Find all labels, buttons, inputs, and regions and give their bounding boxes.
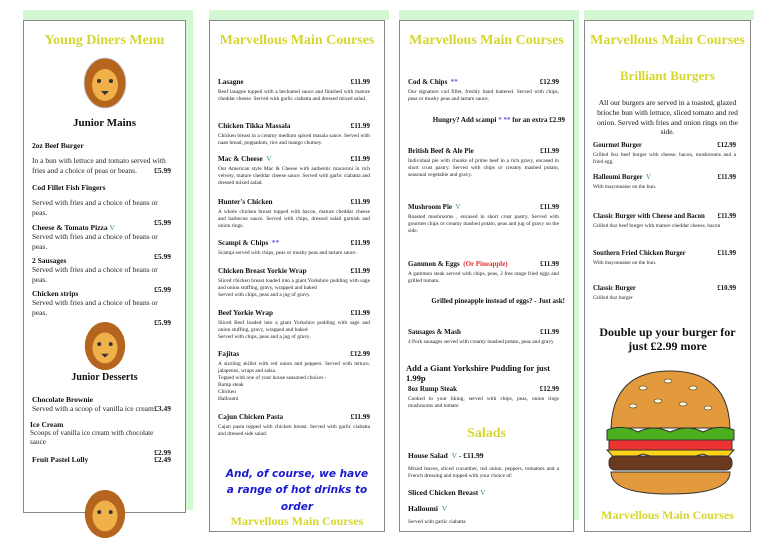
junior-desserts-heading: Junior Desserts [71, 372, 138, 383]
item-name: Gammon & Eggs (Or Pineapple) [408, 260, 508, 268]
menu-item [218, 78, 370, 103]
yorkshire-note: Add a Giant Yorkshire Pudding for just 1.99p [406, 363, 550, 383]
item-name: Fajitas [218, 350, 240, 358]
item-price: £11.99 [717, 174, 736, 181]
menu-item [218, 198, 370, 230]
panel-bg [584, 10, 754, 20]
item-name: Gourmet Burger [593, 142, 642, 149]
item-name: Sausages & Mash [408, 328, 461, 336]
burgers-panel [584, 20, 751, 532]
main-courses-panel-2: Marvellous Main Courses Cod & Chips ** £12.99 Our signature cod fillet, freshly hand battered. Served with chips, peas or mushy peas and tartare sauce. British Beef & Ale Pie £11.99 Individual pie with chunks of prime beef in a rich gravy, encased in short crust pastry. Served with chips or creamy mashed potato, seasonal vegetable and gravy. Mushroom Pie V £11.99 Roasted mushrooms , encased in short crust pastry. Served with gourmet chips or creamy mashed potato, peas and jug of gravy on the side. Gammon & Eggs (Or Pineapple) £11.99 A gammon steak served with chips, peas, 2 free range fried eggs and grilled tomato. Sausages & Mash £11.99 4 Pork sausages served with creamy mashed potato, peas and gravy 8oz Rump Steak £12.99 Cooked to your liking, served with chips, peas, onion rings mushrooms and tomato Hungry? Add scampi * ** for an extra £2.99 Grilled pineapple instead of eggs? - Just ask! Add a Giant Yorkshire Pudding for just 1.99p Salads House Salad V - £11.99 Mixed leaves, sliced cucumber, red onion, peppers, tomatoes and a French dressing and topped with your choice of: Sliced Chicken Breast V Halloumi V Served with garlic ciabatta [399, 20, 574, 532]
item-name: Beef Yorkie Wrap [218, 309, 273, 317]
menu-item [408, 328, 559, 346]
item-description: Individual pie with chunks of prime beef in a rich gravy, encased in short crust pastry. Served with chips or creamy mashed potato, seasonal vegetable and gravy. [408, 158, 559, 179]
item-description: Scampi served with chips, peas or mushy peas and tartare sauce. [218, 250, 357, 256]
item-description: A gammon steak served with chips, peas, 2 free range fried eggs and grilled tomato. [408, 271, 559, 285]
item-name: British Beef & Ale Pie [408, 147, 474, 155]
item-name: Classic Burger with Cheese and Bacon [593, 213, 705, 220]
item-name: Halloumi Burger V [593, 174, 651, 181]
menu-item [408, 260, 559, 285]
panel-bg [209, 10, 389, 20]
item-price: £11.99 [350, 155, 370, 163]
burger-icon [603, 366, 738, 501]
item-description: With mayonnaise on the bun. [593, 184, 657, 190]
panel-title: Marvellous Main Courses [409, 33, 564, 48]
menu-item [593, 174, 736, 191]
item-name: Cajun Chicken Pasta [218, 413, 284, 421]
lion-icon [83, 321, 127, 371]
menu-item: Cheese & Tomato Pizza V [32, 223, 115, 232]
panel-footer: Marvellous Main Courses [601, 508, 734, 522]
main-courses-panel-1 [209, 20, 385, 532]
item-description: With mayonnaise on the bun. [593, 260, 657, 266]
item-description: Cooked to your liking, served with chips, peas, onion rings mushrooms and tomato [408, 396, 559, 410]
menu-item: Cod Fillet Fish Fingers [32, 183, 106, 192]
menu-item [593, 285, 736, 302]
menu-item: Chicken strips [32, 289, 79, 298]
young-diners-panel: Young Diners Menu Junior Mains 2oz Beef Burger In a bun with lettuce and tomato served with fries and a choice of peas or beans. £5.99 Cod Fillet Fish Fingers Served with fries and a choice of beans or peas. £5.99 Cheese & Tomato Pizza V Served with fries and a choice of beans or peas. £5.99 2 Sausages Served with fries and a choice of beans or peas. £5.99 Chicken strips Served with fries and a choice of beans or peas. £5.99 Junior Desserts Chocolate Brownie Served with a scoop of vanilla ice cream £3.49 Ice Cream Scoops of vanilla ice cream with chocolate sauce £2.99 Fruit Pastel Lolly £2.49 [23, 20, 186, 513]
item-price: £12.99 [350, 350, 370, 358]
item-name: Chicken Tikka Massala [218, 122, 291, 130]
panel-footer: Marvellous Main Courses [230, 514, 364, 528]
menu-item [218, 413, 370, 438]
item-description: Sliced Beef loaded into a giant Yorkshire pudding with sage and onion stuffing, gravy, wrapped and baked Served with chips, peas and a jug of gravy. [218, 320, 370, 341]
item-name: Chicken Breast Yorkie Wrap [218, 267, 307, 275]
menu-item [408, 78, 559, 103]
item-price: £10.99 [717, 285, 736, 292]
menu-item [218, 155, 370, 187]
item-price: £11.99 [350, 198, 370, 206]
item-description: A sizzling skillet with red onion and peppers. Served with lettuce, jalapenos, wraps and salsa. Topped with one of your house seasoned choices - Rump steak Chicken Halloumi [218, 361, 370, 403]
item-price: £11.99 [350, 239, 370, 247]
menu-item [593, 250, 736, 267]
item-description: 4 Pork sausages served with creamy mashed potato, peas and gravy [408, 339, 554, 345]
menu-item [593, 142, 736, 166]
hot-drinks-note: And, of course, we have a range of hot drinks to order [225, 468, 369, 513]
item-price: £12.99 [539, 78, 559, 86]
pineapple-note: Grilled pineapple instead of eggs? - Just ask! [431, 297, 565, 305]
item-price: £11.99 [717, 213, 736, 220]
panel-title: Young Diners Menu [44, 33, 165, 48]
menu-item [218, 350, 370, 403]
scampi-note: Hungry? Add scampi * ** for an extra £2.99 [432, 116, 565, 124]
item-description: Chicken breast in a creamy medium spiced masala sauce. Served with naan bread, poppadom, rice and mango chutney. [218, 133, 370, 147]
menu-item [218, 239, 370, 257]
double-up-promo: Double up your burger for just £2.99 more [599, 325, 736, 354]
item-price: £11.99 [540, 328, 559, 336]
menu-item [218, 309, 370, 341]
item-price: £11.99 [350, 78, 370, 86]
item-description: Beef lasagne topped with a bechamel sauce and finished with mature cheddar cheese. Served with garlic ciabatta and dressed mixed salad. [218, 89, 370, 103]
menu-item [408, 147, 559, 179]
item-price: £11.99 [717, 250, 736, 257]
menu-item [408, 385, 559, 410]
item-name: Cod & Chips ** [408, 78, 458, 86]
item-price: £11.99 [540, 147, 559, 155]
item-description: Grilled 6oz beef burger with mature cheddar cheese, bacon [593, 223, 721, 229]
menu-item [408, 203, 559, 235]
item-description: Grilled 6oz burger [593, 295, 633, 301]
item-name: Scampi & Chips ** [218, 239, 280, 247]
item-name: 8oz Rump Steak [408, 385, 458, 393]
item-price: £11.99 [350, 267, 370, 275]
item-name: Lasagne [218, 78, 244, 86]
panel-title: Marvellous Main Courses [219, 33, 375, 48]
menu-item: 2 Sausages [32, 256, 67, 265]
item-description: A whole chicken breast topped with bacon, mature cheddar cheese and barbecue sauce. Served with chips, dressed salad garnish and onion rings. [218, 209, 370, 230]
item-name: Mac & Cheese V [218, 155, 272, 163]
item-name: Classic Burger [593, 285, 636, 292]
item-description: Our American style Mac & Cheese with authentic macaroni in rich velvety, mature cheddar cheese sauce. Served with garlic ciabatta and dressed mixed salad. [218, 166, 370, 187]
item-name: Southern Fried Chicken Burger [593, 250, 686, 257]
menu-item: 2oz Beef Burger [32, 141, 84, 150]
junior-mains-heading: Junior Mains [72, 117, 137, 129]
salads-heading: Salads [467, 426, 506, 441]
item-price: £11.99 [350, 413, 370, 421]
item-price: £12.99 [539, 385, 559, 393]
item-description: Grilled 6oz beef burger with cheese, bacon, mushrooms and a fried egg. [593, 152, 736, 166]
menu-item [218, 267, 370, 299]
menu-item [593, 213, 736, 230]
burgers-heading: Brilliant Burgers [620, 68, 715, 83]
item-description: Roasted mushrooms , encased in short crust pastry. Served with gourmet chips or creamy mashed potato, peas and jug of gravy on the side. [408, 214, 559, 235]
item-price: £11.99 [540, 203, 559, 211]
item-price: £11.99 [350, 309, 370, 317]
lion-icon [83, 57, 127, 109]
item-price: £11.99 [540, 260, 559, 268]
menu-item [218, 122, 370, 147]
item-description: Sliced chicken breast loaded into a giant Yorkshire pudding with sage and onion stuffing, gravy, wrapped and baked Served with chips, peas and a jug of gravy. [218, 278, 370, 299]
item-name: Hunter's Chicken [218, 198, 273, 206]
item-price: £12.99 [717, 142, 736, 149]
item-name: Mushroom Pie V [408, 203, 461, 211]
panel-title: Marvellous Main Courses [590, 33, 745, 48]
item-description: Cajun pasta topped with chicken breast. Served with garlic ciabatta and dressed side salad. [218, 424, 370, 438]
lion-icon [83, 489, 127, 539]
item-price: £11.99 [350, 122, 370, 130]
item-description: Our signature cod fillet, freshly hand battered. Served with chips, peas or mushy peas and tartare sauce. [408, 89, 559, 103]
burgers-intro: All our burgers are served in a toasted, glazed brioche bun with lettuce, sliced tomato and red onion. Served with fries and onion rings on the side. [596, 98, 739, 137]
